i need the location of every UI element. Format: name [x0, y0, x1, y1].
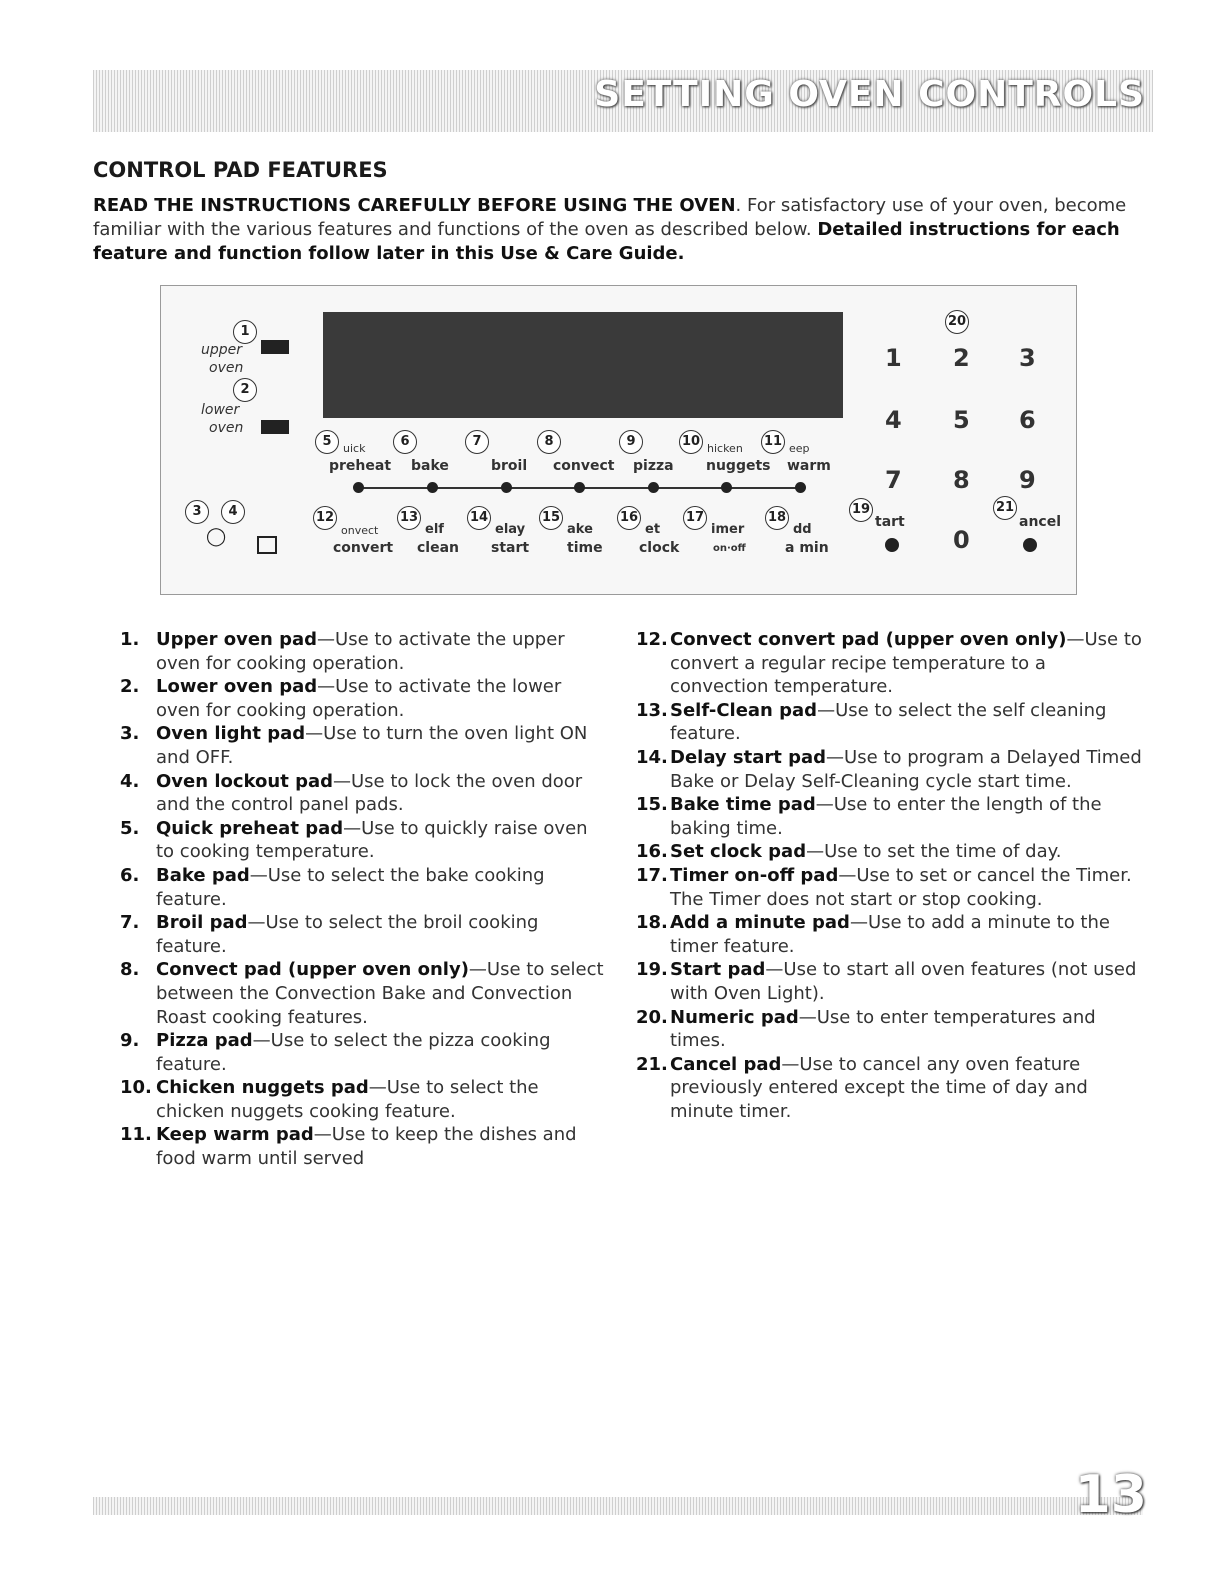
list-item [636, 628, 1146, 699]
item-number: 17. [636, 864, 668, 886]
callout-11: 11 [761, 430, 785, 454]
item-title: Oven light pad [156, 723, 306, 745]
item-body [156, 817, 610, 864]
pad-delay-start[interactable]: start [491, 540, 530, 556]
item-body [670, 911, 1146, 958]
keypad-4[interactable]: 4 [885, 406, 902, 434]
callout-8: 8 [537, 430, 561, 454]
item-number: 20. [636, 1006, 668, 1028]
list-item [636, 1006, 1146, 1053]
pad-convect[interactable]: convect [553, 458, 615, 474]
pad-sub-keep: eep [789, 442, 810, 455]
item-title: Lower oven pad [156, 676, 318, 698]
item-text: —Use to set or cancel the Timer. The Timer does not start or stop cooking. [670, 864, 1132, 910]
light-bulb-icon: ◯ [206, 526, 227, 547]
list-item [636, 840, 1146, 864]
pad-broil[interactable]: broil [491, 458, 528, 474]
item-text: —Use to cancel any oven feature previously entered except the time of day and minute timer. [670, 1053, 1088, 1122]
page-header-title: SETTING OVEN CONTROLS [594, 74, 1145, 115]
item-title: Timer on-off pad [670, 864, 839, 886]
callout-10: 10 [679, 430, 703, 454]
pad-bake-time[interactable]: time [567, 540, 603, 556]
item-number: 3. [120, 723, 140, 745]
item-text: —Use to convert a regular recipe temperature to a convection temperature. [670, 629, 1142, 698]
keypad-5[interactable]: 5 [953, 406, 970, 434]
item-text: —Use to turn the oven light ON and OFF. [156, 723, 588, 768]
item-number: 16. [636, 841, 668, 863]
callout-17: 17 [683, 506, 707, 530]
list-item [636, 911, 1146, 958]
feature-list-right [636, 628, 1146, 1123]
pad-start-label: tart [875, 514, 905, 530]
item-body [670, 1006, 1146, 1053]
item-body [156, 864, 610, 911]
intro-bold-tail: Detailed instructions for each feature and function follow later in this Use & Care Guide. [93, 219, 1120, 264]
callout-16: 16 [617, 506, 641, 530]
pad-dot-warm [795, 482, 806, 493]
callout-18: 18 [765, 506, 789, 530]
item-text: —Use to start all oven features (not used with Oven Light). [670, 959, 1137, 1004]
pad-cancel-label: ancel [1019, 514, 1062, 530]
pad-sub-self: elf [425, 522, 444, 537]
item-title: Pizza pad [156, 1030, 253, 1052]
callout-13: 13 [397, 506, 421, 530]
item-title: Bake pad [156, 864, 250, 886]
keypad-2[interactable]: 2 [953, 344, 970, 372]
keypad-0[interactable]: 0 [953, 526, 970, 554]
callout-12: 12 [313, 506, 337, 530]
item-number: 14. [636, 746, 668, 768]
feature-list-left [120, 628, 610, 1171]
pad-self-clean[interactable]: clean [417, 540, 460, 556]
item-number: 9. [120, 1030, 140, 1052]
item-body [156, 628, 610, 675]
page-number: 13 [1074, 1465, 1147, 1525]
keypad-3[interactable]: 3 [1019, 344, 1036, 372]
item-title: Quick preheat pad [156, 817, 344, 839]
item-number: 13. [636, 699, 668, 721]
control-panel-diagram [160, 285, 1077, 595]
item-body [156, 911, 610, 958]
keypad-9[interactable]: 9 [1019, 466, 1036, 494]
callout-3: 3 [185, 500, 209, 524]
item-body [670, 958, 1146, 1005]
lower-oven-word: lower [201, 402, 240, 418]
item-text: —Use to activate the lower oven for cooking operation. [156, 676, 562, 721]
item-number: 2. [120, 676, 140, 698]
header-band [93, 70, 1153, 132]
item-text: —Use to select the broil cooking feature. [156, 912, 539, 957]
callout-15: 15 [539, 506, 563, 530]
item-title: Cancel pad [670, 1053, 782, 1075]
item-title: Convect convert pad (upper oven only) [670, 629, 1067, 650]
item-body [156, 1029, 610, 1076]
item-text: —Use to keep the dishes and food warm until served [156, 1124, 577, 1170]
item-text: —Use to quickly raise oven to cooking temperature. [156, 817, 588, 863]
callout-19: 19 [849, 498, 873, 522]
callout-20: 20 [945, 310, 969, 334]
item-body [156, 1076, 610, 1123]
item-text: —Use to select the self cleaning feature. [670, 699, 1107, 745]
upper-oven-word: upper [201, 342, 243, 358]
item-number: 5. [120, 817, 140, 839]
callout-9: 9 [619, 430, 643, 454]
item-text: —Use to select between the Convection Bake and Convection Roast cooking features. [156, 959, 604, 1028]
pad-nuggets[interactable]: nuggets [706, 458, 771, 474]
list-item [120, 911, 610, 958]
item-text: —Use to enter the length of the baking time. [670, 794, 1102, 839]
list-item [636, 793, 1146, 840]
item-number: 12. [636, 629, 668, 650]
item-number: 7. [120, 912, 140, 934]
callout-7: 7 [465, 430, 489, 454]
item-title: Chicken nuggets pad [156, 1077, 369, 1099]
pad-quick-preheat[interactable]: preheat [329, 458, 392, 474]
item-number: 15. [636, 794, 668, 816]
pad-sub-timer: imer [711, 522, 745, 537]
item-number: 1. [120, 629, 140, 650]
list-item [636, 864, 1146, 911]
list-item [636, 958, 1146, 1005]
pad-sub-convect: onvect [341, 524, 379, 537]
item-body [670, 628, 1146, 699]
pad-cancel[interactable] [1023, 538, 1037, 552]
item-text: —Use to enter temperatures and times. [670, 1006, 1096, 1052]
footer-band [93, 1497, 1143, 1515]
pad-dot-bake [427, 482, 438, 493]
list-item [120, 817, 610, 864]
item-title: Add a minute pad [670, 912, 850, 934]
pad-timer-on-off[interactable]: on·off [713, 543, 746, 554]
item-number: 11. [120, 1124, 152, 1146]
pad-sub-set: et [645, 522, 661, 537]
item-title: Bake time pad [670, 794, 816, 816]
item-body [670, 864, 1146, 911]
list-item [120, 1076, 610, 1123]
item-body [156, 675, 610, 722]
item-body [156, 1123, 610, 1170]
list-item [120, 770, 610, 817]
callout-6: 6 [393, 430, 417, 454]
item-body [670, 699, 1146, 746]
keypad-6[interactable]: 6 [1019, 406, 1036, 434]
pad-dot-pizza [648, 482, 659, 493]
item-title: Numeric pad [670, 1006, 799, 1028]
intro-paragraph [93, 194, 1133, 266]
pad-sub-chicken: hicken [707, 442, 743, 455]
item-text: —Use to select the chicken nuggets cooking feature. [156, 1077, 539, 1122]
item-body [670, 840, 1061, 864]
item-body [156, 958, 610, 1029]
item-text: —Use to activate the upper oven for cooking operation. [156, 629, 565, 674]
item-number: 8. [120, 959, 140, 981]
callout-2: 2 [233, 378, 257, 402]
pad-warm[interactable]: warm [787, 458, 831, 474]
item-number: 6. [120, 864, 140, 886]
item-title: Start pad [670, 959, 766, 981]
callout-14: 14 [467, 506, 491, 530]
list-item [120, 1123, 610, 1170]
item-number: 4. [120, 770, 140, 792]
item-title: Convect pad (upper oven only) [156, 959, 469, 981]
lower-oven-word2: oven [209, 420, 244, 436]
item-text: —Use to add a minute to the timer feature. [670, 912, 1110, 957]
pad-dot-preheat [353, 482, 364, 493]
list-item [120, 1029, 610, 1076]
list-item [120, 628, 610, 675]
pad-convect-convert[interactable]: convert [333, 540, 394, 556]
item-body [670, 746, 1146, 793]
callout-21: 21 [993, 496, 1017, 520]
callout-1: 1 [233, 320, 257, 344]
intro-text: . For satisfactory use of your oven, become familiar with the various features and functions of the oven as described below. [93, 195, 1127, 240]
item-text: —Use to lock the oven door and the control panel pads. [156, 770, 583, 816]
pad-sub-bake: ake [567, 522, 593, 537]
item-title: Oven lockout pad [156, 770, 333, 792]
list-item [120, 958, 610, 1029]
pad-sub-delay: elay [495, 522, 526, 537]
keypad-8[interactable]: 8 [953, 466, 970, 494]
pad-start[interactable] [885, 538, 899, 552]
upper-oven-word2: oven [209, 360, 244, 376]
item-title: Delay start pad [670, 746, 827, 768]
item-body [670, 793, 1146, 840]
item-title: Keep warm pad [156, 1124, 314, 1146]
item-number: 10. [120, 1077, 152, 1099]
item-title: Upper oven pad [156, 629, 318, 650]
pad-bake[interactable]: bake [411, 458, 449, 474]
item-body [156, 722, 610, 769]
lock-icon [257, 536, 277, 554]
item-text: —Use to select the pizza cooking feature. [156, 1030, 551, 1075]
item-title: Self-Clean pad [670, 699, 818, 721]
item-title: Broil pad [156, 912, 248, 934]
display-window [323, 312, 843, 418]
upper-oven-pad-icon [261, 340, 289, 354]
callout-5: 5 [315, 430, 339, 454]
pad-sub-quick: uick [343, 442, 366, 455]
item-number: 21. [636, 1053, 668, 1075]
list-item [636, 746, 1146, 793]
item-number: 18. [636, 912, 668, 934]
list-item [120, 722, 610, 769]
item-text: —Use to select the bake cooking feature. [156, 864, 545, 910]
item-body [156, 770, 610, 817]
section-title: CONTROL PAD FEATURES [93, 158, 388, 182]
list-item [120, 675, 610, 722]
pad-pizza[interactable]: pizza [633, 458, 674, 474]
pad-dot-broil [501, 482, 512, 493]
keypad-7[interactable]: 7 [885, 466, 902, 494]
item-number: 19. [636, 959, 668, 981]
callout-4: 4 [221, 500, 245, 524]
keypad-1[interactable]: 1 [885, 344, 902, 372]
pad-dot-nuggets [721, 482, 732, 493]
list-item [636, 699, 1146, 746]
list-item [636, 1053, 1146, 1124]
list-item [120, 864, 610, 911]
item-title: Set clock pad [670, 841, 807, 863]
pad-dot-convect [574, 482, 585, 493]
pad-set-clock[interactable]: clock [639, 540, 680, 556]
lower-oven-pad-icon [261, 420, 289, 434]
item-body [670, 1053, 1146, 1124]
pad-add-a-min[interactable]: a min [785, 540, 829, 556]
item-text: —Use to set the time of day. [806, 841, 1062, 863]
intro-bold-lead: READ THE INSTRUCTIONS CAREFULLY BEFORE USING THE OVEN [93, 195, 736, 216]
pad-sub-add: dd [793, 522, 812, 537]
item-text: —Use to program a Delayed Timed Bake or Delay Self-Cleaning cycle start time. [670, 746, 1142, 792]
